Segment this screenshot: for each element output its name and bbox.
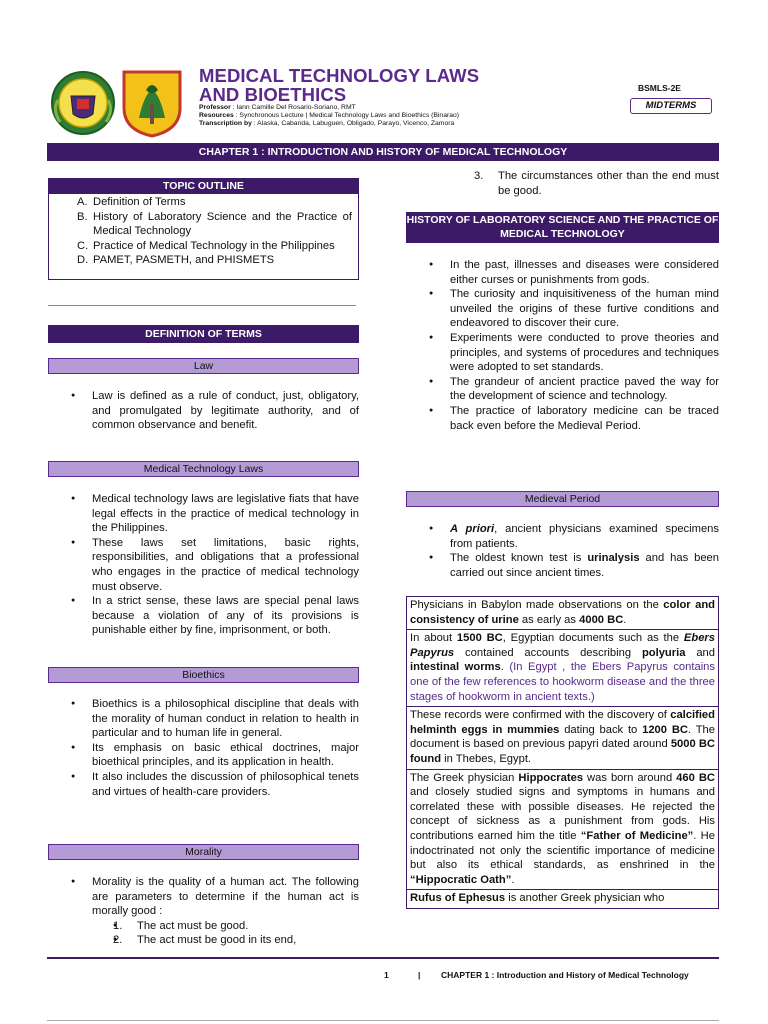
table-row: [407, 630, 718, 707]
cell-bold: 460 BC: [676, 771, 715, 784]
cell-text: These records were confirmed with the discovery of: [410, 709, 671, 722]
topic-outline-heading: TOPIC OUTLINE: [49, 179, 358, 194]
college-shield-logo: [121, 68, 183, 138]
topic-outline-box: [48, 178, 359, 280]
item-number: 3.: [474, 170, 484, 182]
outline-text: History of Laboratory Science and the Practice of Medical Technology: [93, 210, 352, 237]
mtlaws-bullet: ● In a strict sense, these laws are special penal laws because a violation of any of its provisions is punishable either by fine, imprisonment, or both.: [71, 594, 359, 638]
outline-letter: A.: [77, 196, 88, 208]
medieval-bullet-text: and has been carried out since ancient times.: [450, 552, 719, 579]
transcription-value: : Alaska, Cabanda, Labuguen, Obligado, Parayo, Vicenco, Zamora: [251, 120, 455, 127]
document-title: [199, 66, 529, 104]
outline-item: [77, 253, 352, 268]
cell-text: as early as: [518, 613, 580, 626]
outline-letter: B.: [77, 210, 88, 223]
item-text: The act must be good.: [137, 919, 249, 932]
professor-label: Professor: [199, 104, 231, 111]
law-heading: Law: [48, 358, 359, 374]
outline-item: [77, 239, 352, 254]
morality-heading: Morality: [48, 844, 359, 860]
bioethics-heading: Bioethics: [48, 667, 359, 683]
cell-text: and closely studied signs and symptoms in humans and correlated these with possible diseases. He rejected the concept of sickness as a punishment from gods. His contributions earned him the title: [410, 786, 715, 842]
urinalysis-term: urinalysis: [587, 552, 640, 565]
cell-bold: calcified helminth eggs in mummies: [410, 709, 715, 736]
cell-text: dating back to: [559, 723, 643, 736]
cell-text: was born around: [583, 771, 677, 784]
history-bullet: ● The curiosity and inquisitiveness of the human mind unveiled the origins of these furtive conditions and endeavored to discover their cure.: [429, 287, 719, 331]
cell-text: . The document is based on previous papyri dated around: [410, 723, 715, 751]
history-bullet: ● The grandeur of ancient practice paved the way for the development of science and technology.: [429, 375, 719, 404]
bioethics-bullet: ● Bioethics is a philosophical discipline that deals with the morality of human conduct in relation to health in particular and to human life in general.: [71, 697, 359, 741]
medieval-table: [406, 596, 719, 909]
history-bullet: ● In the past, illnesses and diseases were considered either curses or punishments from gods.: [429, 258, 719, 287]
item-number: ● 2.: [113, 934, 123, 947]
cell-bold: 4000 BC: [579, 613, 624, 626]
cell-bold: Rufus of Ephesus: [410, 892, 506, 905]
university-seal-logo: [50, 70, 116, 136]
cell-bold: Hippocrates: [518, 771, 584, 784]
resources-label: Resources: [199, 112, 234, 119]
morality-bullet-text: Morality is the quality of a human act. The following are parameters to determine if the human act is morally good :: [92, 876, 359, 918]
cell-text: Physicians in Babylon made observations on the: [410, 599, 664, 611]
cell-text: . He indoctrinated not only the scientific importance of medicine but also its ethical standards, as enshrined in the: [410, 829, 715, 872]
bottom-rule: [47, 1020, 719, 1021]
cell-text: contained accounts describing: [454, 646, 642, 659]
cell-bold: polyuria: [641, 646, 686, 659]
bioethics-section: [71, 697, 359, 799]
history-bullet: ● The practice of laboratory medicine can be traced back even before the Medieval Period.: [429, 404, 719, 433]
page-number: 1: [384, 970, 389, 980]
cell-text: .: [500, 661, 510, 674]
footer-rule: [47, 957, 719, 959]
item-text: The act must be good in its end,: [137, 934, 297, 947]
medieval-bullet: [429, 522, 719, 551]
medieval-section: [429, 522, 719, 580]
cell-bold: 1200 BC: [642, 723, 688, 736]
mtlaws-bullet: ● These laws set limitations, basic rights, responsibilities, and obligations that a professional who engages in the practice of medical technology must observe.: [71, 536, 359, 594]
cell-bold: 5000 BC found: [410, 738, 715, 765]
cell-text: .: [511, 873, 515, 886]
a-priori-term: A priori: [450, 523, 495, 535]
table-row: [407, 597, 718, 630]
morality-numbered-item: [474, 169, 719, 198]
cell-bold: color and consistency of urine: [410, 599, 715, 626]
title-line-1: MEDICAL TECHNOLOGY LAWS: [199, 65, 480, 86]
medieval-heading: Medieval Period: [406, 491, 719, 507]
cell-text: In about: [410, 632, 457, 645]
outline-item: [77, 210, 352, 239]
footer-separator: |: [418, 970, 421, 980]
outline-text: Definition of Terms: [93, 196, 186, 208]
table-row: [407, 707, 718, 769]
outline-text: PAMET, PASMETH, and PHISMETS: [93, 254, 275, 266]
morality-bullet: [71, 875, 359, 948]
definition-heading: DEFINITION OF TERMS: [48, 325, 359, 343]
history-heading: HISTORY OF LABORATORY SCIENCE AND THE PRACTICE OF MEDICAL TECHNOLOGY: [406, 212, 719, 243]
transcription-label: Transcription by: [199, 120, 252, 127]
morality-numbered-item: [113, 933, 359, 948]
morality-numbered-item: [113, 919, 359, 934]
divider: [48, 305, 356, 306]
medieval-bullet: [429, 551, 719, 580]
cell-bold: “Hippocratic Oath”: [410, 873, 512, 886]
cell-note: (In Egypt , the Ebers Papyrus contains one of the few references to hookworm disease and the three stages of hookworm in ancient texts.): [410, 661, 715, 703]
chapter-bar: CHAPTER 1 : INTRODUCTION AND HISTORY OF MEDICAL TECHNOLOGY: [47, 143, 719, 161]
bioethics-bullet: ● Its emphasis on basic ethical doctrines, major bioethical principles, and its application in health.: [71, 741, 359, 770]
outline-letter: D.: [77, 254, 89, 266]
mtlaws-section: [71, 492, 359, 638]
cell-text: in Thebes, Egypt.: [441, 752, 532, 765]
cell-bold: 1500 BC: [456, 632, 503, 645]
cell-text: , Egyptian documents such as the: [502, 632, 684, 645]
morality-section: [71, 875, 359, 948]
medieval-bullet-text: The oldest known test is: [450, 552, 588, 565]
mtlaws-bullet: ● Medical technology laws are legislative fiats that have legal effects in the practice of medical technology in the Philippines.: [71, 492, 359, 536]
cell-text: and: [685, 646, 715, 659]
title-line-2: AND BIOETHICS: [199, 84, 347, 105]
professor-name: : Iann Camille Del Rosario-Soriano, RMT: [230, 104, 356, 111]
cell-bold: intestinal worms: [410, 661, 501, 674]
resources-value: : Synchronous Lecture | Medical Technology Laws and Bioethics (Binarao): [233, 112, 460, 119]
medieval-bullet-text: , ancient physicians examined specimens from patients.: [450, 523, 719, 550]
transcription-line: [199, 120, 454, 129]
bioethics-bullet: ● It also includes the discussion of philosophical tenets and virtues of health-care providers.: [71, 770, 359, 799]
history-bullet: ● Experiments were conducted to prove theories and principles, and systems of procedures and techniques were adopted to set standards.: [429, 331, 719, 375]
section-code: BSMLS-2E: [638, 83, 681, 93]
cell-text: The Greek physician: [410, 771, 519, 784]
morality-continued: [474, 169, 719, 198]
law-bullet: ● Law is defined as a rule of conduct, just, obligatory, and promulgated by legitimate authority, and of common observance and benefit.: [71, 389, 359, 433]
law-section: [71, 389, 359, 433]
footer-chapter: CHAPTER 1 : Introduction and History of Medical Technology: [441, 970, 689, 980]
outline-letter: C.: [77, 239, 89, 252]
mtlaws-heading: Medical Technology Laws: [48, 461, 359, 477]
table-row: [407, 890, 718, 908]
cell-bold-italic: Ebers Papyrus: [410, 632, 715, 659]
outline-item: [77, 195, 352, 210]
item-number: ● 1.: [113, 919, 123, 932]
item-text: The circumstances other than the end must be good.: [498, 170, 719, 197]
table-row: [407, 770, 718, 891]
cell-text: is another Greek physician who: [505, 892, 665, 905]
cell-bold: “Father of Medicine”: [580, 829, 694, 842]
topic-outline-list: [49, 194, 358, 268]
cell-text: .: [623, 613, 627, 626]
term-badge: MIDTERMS: [630, 98, 712, 114]
outline-text: Practice of Medical Technology in the Philippines: [93, 239, 335, 252]
history-section: [429, 258, 719, 433]
